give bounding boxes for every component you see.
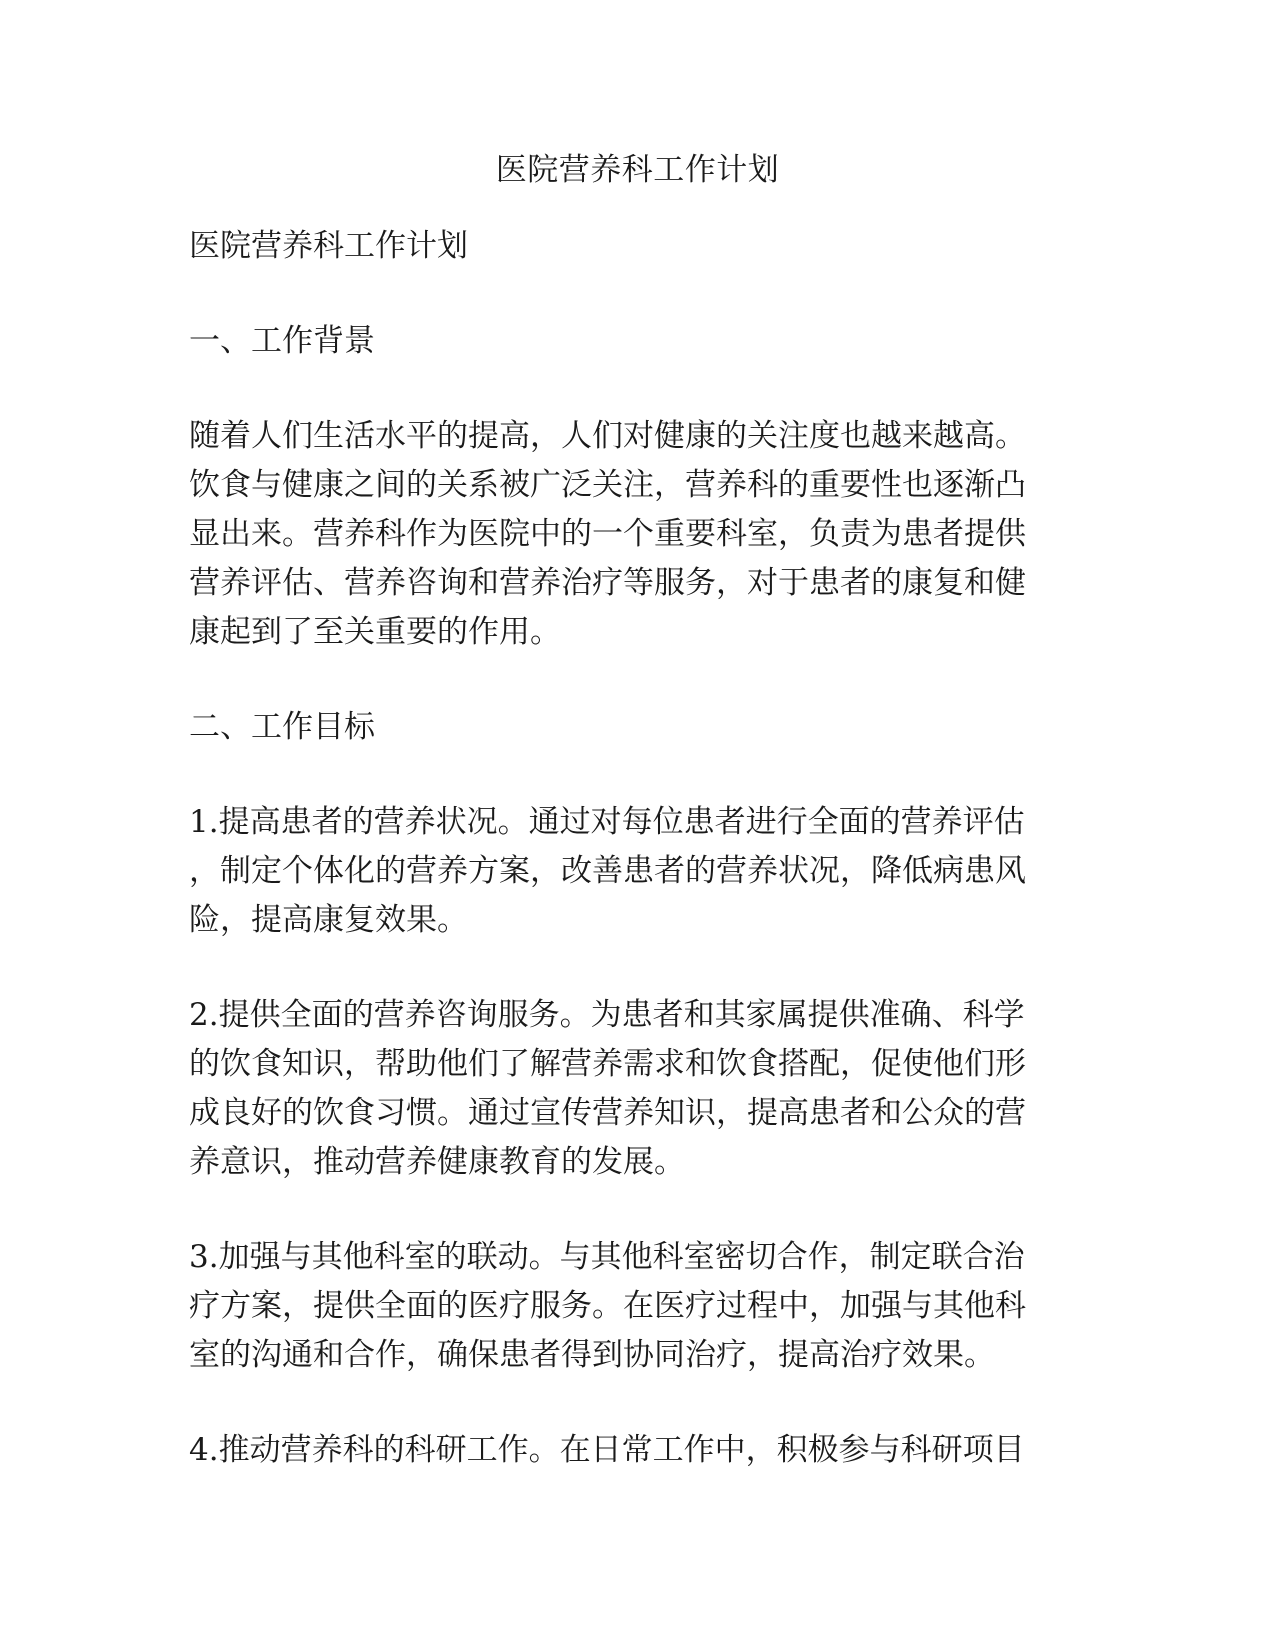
- text-line: ，制定个体化的营养方案，改善患者的营养状况，降低病患风: [189, 853, 1026, 889]
- paragraph-goal-1: [189, 798, 1095, 945]
- document-title: 医院营养科工作计划: [495, 152, 780, 188]
- text-line: 随着人们生活水平的提高，人们对健康的关注度也越来越高。: [189, 418, 1026, 454]
- section-heading-goals: 二、工作目标: [189, 709, 375, 745]
- text-line: 4.推动营养科的科研工作。在日常工作中，积极参与科研项目: [189, 1432, 1025, 1468]
- text-line: 营养评估、营养咨询和营养治疗等服务，对于患者的康复和健: [189, 565, 1026, 601]
- paragraph-goal-2: [189, 991, 1095, 1187]
- text-line: 成良好的饮食习惯。通过宣传营养知识，提高患者和公众的营: [189, 1095, 1026, 1131]
- text-line: 2.提供全面的营养咨询服务。为患者和其家属提供准确、科学: [189, 997, 1025, 1033]
- text-line: 的饮食知识，帮助他们了解营养需求和饮食搭配，促使他们形: [189, 1046, 1026, 1082]
- paragraph-goal-4: [189, 1426, 1095, 1475]
- text-line: 饮食与健康之间的关系被广泛关注，营养科的重要性也逐渐凸: [189, 467, 1026, 503]
- text-line: 3.加强与其他科室的联动。与其他科室密切合作，制定联合治: [189, 1239, 1025, 1275]
- text-line: 养意识，推动营养健康教育的发展。: [189, 1144, 685, 1180]
- text-line: 险，提高康复效果。: [189, 902, 468, 938]
- text-line: 显出来。营养科作为医院中的一个重要科室，负责为患者提供: [189, 516, 1026, 552]
- section-heading-background: 一、工作背景: [189, 323, 375, 359]
- text-line: 康起到了至关重要的作用。: [189, 614, 561, 650]
- text-line: 疗方案，提供全面的医疗服务。在医疗过程中，加强与其他科: [189, 1288, 1026, 1324]
- paragraph-goal-3: [189, 1233, 1095, 1380]
- document-subtitle: 医院营养科工作计划: [189, 228, 468, 264]
- document-body: [189, 222, 1095, 1521]
- paragraph-background: [189, 412, 1095, 657]
- text-line: 1.提高患者的营养状况。通过对每位患者进行全面的营养评估: [189, 804, 1025, 840]
- text-line: 室的沟通和合作，确保患者得到协同治疗，提高治疗效果。: [189, 1337, 995, 1373]
